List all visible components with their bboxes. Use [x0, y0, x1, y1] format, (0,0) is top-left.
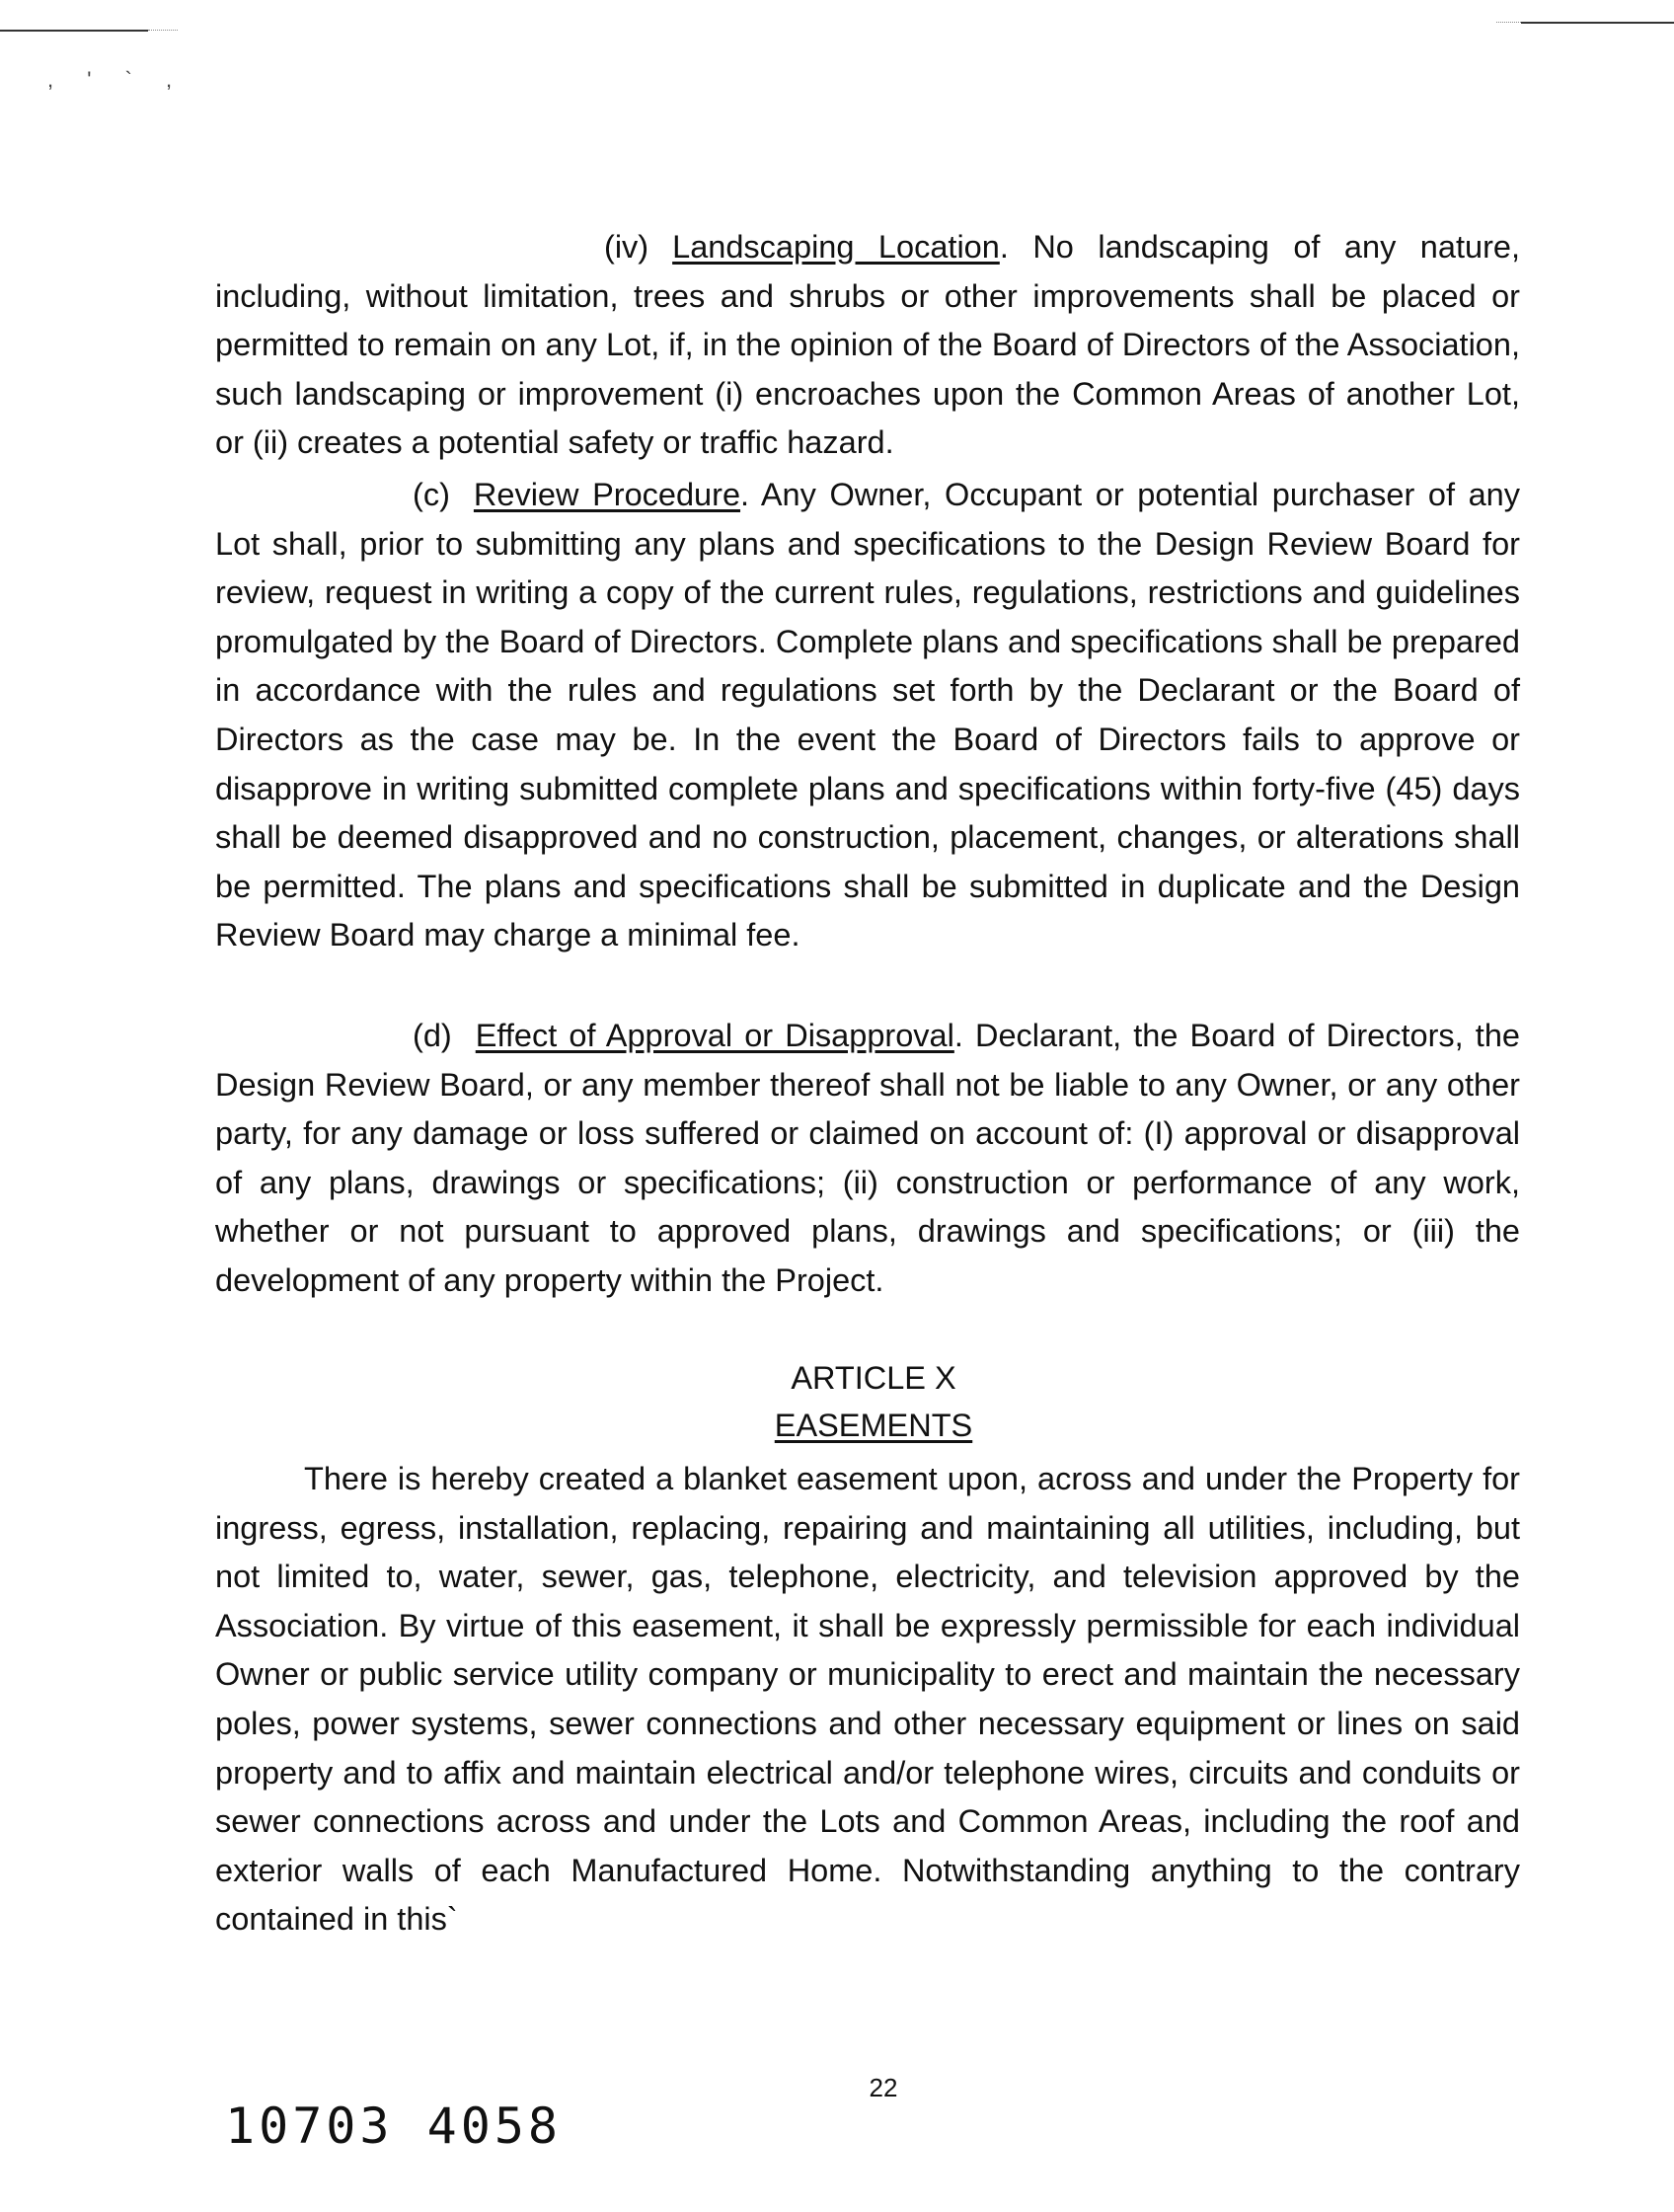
section-iv-title: Landscaping Location: [672, 229, 1000, 265]
section-c-paragraph: [215, 471, 1520, 960]
scan-specks: , ' ` ,: [47, 67, 187, 92]
scan-edge-line-right: [1521, 22, 1674, 24]
section-d-title: Effect of Approval or Disapproval: [475, 1018, 954, 1053]
section-c-label: (c): [413, 477, 450, 512]
page-number: 22: [869, 2073, 898, 2102]
scan-edge-line-right-faint: [1496, 22, 1521, 23]
section-iv-paragraph: [215, 223, 1520, 468]
section-iv-body: . No landscaping of any nature, including, without limitation, trees and shrubs or other improvements shall be placed or permitted to remain on any Lot, if, in the opinion of the Board of Directors of the Association, such landscaping or improvement (i) encroaches upon the Common Areas of another Lot, or (ii) creates a potential safety or traffic hazard.: [215, 229, 1520, 461]
book-page-stamp: 10703 4058: [225, 2098, 563, 2155]
section-iv-label: (iv): [604, 229, 649, 265]
section-c-title: Review Procedure: [473, 477, 741, 512]
article-number: ARTICLE X: [791, 1360, 956, 1396]
section-d-body: . Declarant, the Board of Directors, the Design Review Board, or any member thereof shall not be liable to any Owner, or any other party, for any damage or loss suffered or claimed on account of: (I) approval or disapproval of any plans, drawings or specifications; (ii) construction or performance of any work, whether or not pursuant to approved plans, drawings and specifications; or (iii) the development of any property within the Project.: [215, 1018, 1520, 1298]
scan-edge-line-left-faint: [148, 30, 178, 31]
article-title: EASEMENTS: [774, 1408, 973, 1443]
section-d-paragraph: [215, 1012, 1520, 1306]
article-body-paragraph: There is hereby created a blanket easement upon, across and under the Property for ingress, egress, installation, replacing, repairing and maintaining all utilities, including, but not limited to, water, sewer, gas, telephone, electricity, and television approved by the Association. By virtue of this easement, it shall be expressly permissible for each individual Owner or public service utility company or municipality to erect and maintain the necessary poles, power systems, sewer connections and other necessary equipment or lines on said property and to affix and maintain electrical and/or telephone wires, circuits and conduits or sewer connections across and under the Lots and Common Areas, including the roof and exterior walls of each Manufactured Home. Notwithstanding anything to the contrary contained in this`: [215, 1461, 1520, 1938]
section-d-label: (d): [413, 1018, 452, 1053]
scan-edge-line-left: [0, 30, 148, 32]
section-c-body: . Any Owner, Occupant or potential purchaser of any Lot shall, prior to submitting any plans and specifications to the Design Review Board for review, request in writing a copy of the current rules, regulations, restrictions and guidelines promulgated by the Board of Directors. Complete plans and specifications shall be prepared in accordance with the rules and regulations set forth by the Declarant or the Board of Directors as the case may be. In the event the Board of Directors fails to approve or disapprove in writing submitted complete plans and specifications within forty-five (45) days shall be deemed disapproved and no construction, placement, changes, or alterations shall be permitted. The plans and specifications shall be submitted in duplicate and the Design Review Board may charge a minimal fee.: [215, 477, 1520, 953]
